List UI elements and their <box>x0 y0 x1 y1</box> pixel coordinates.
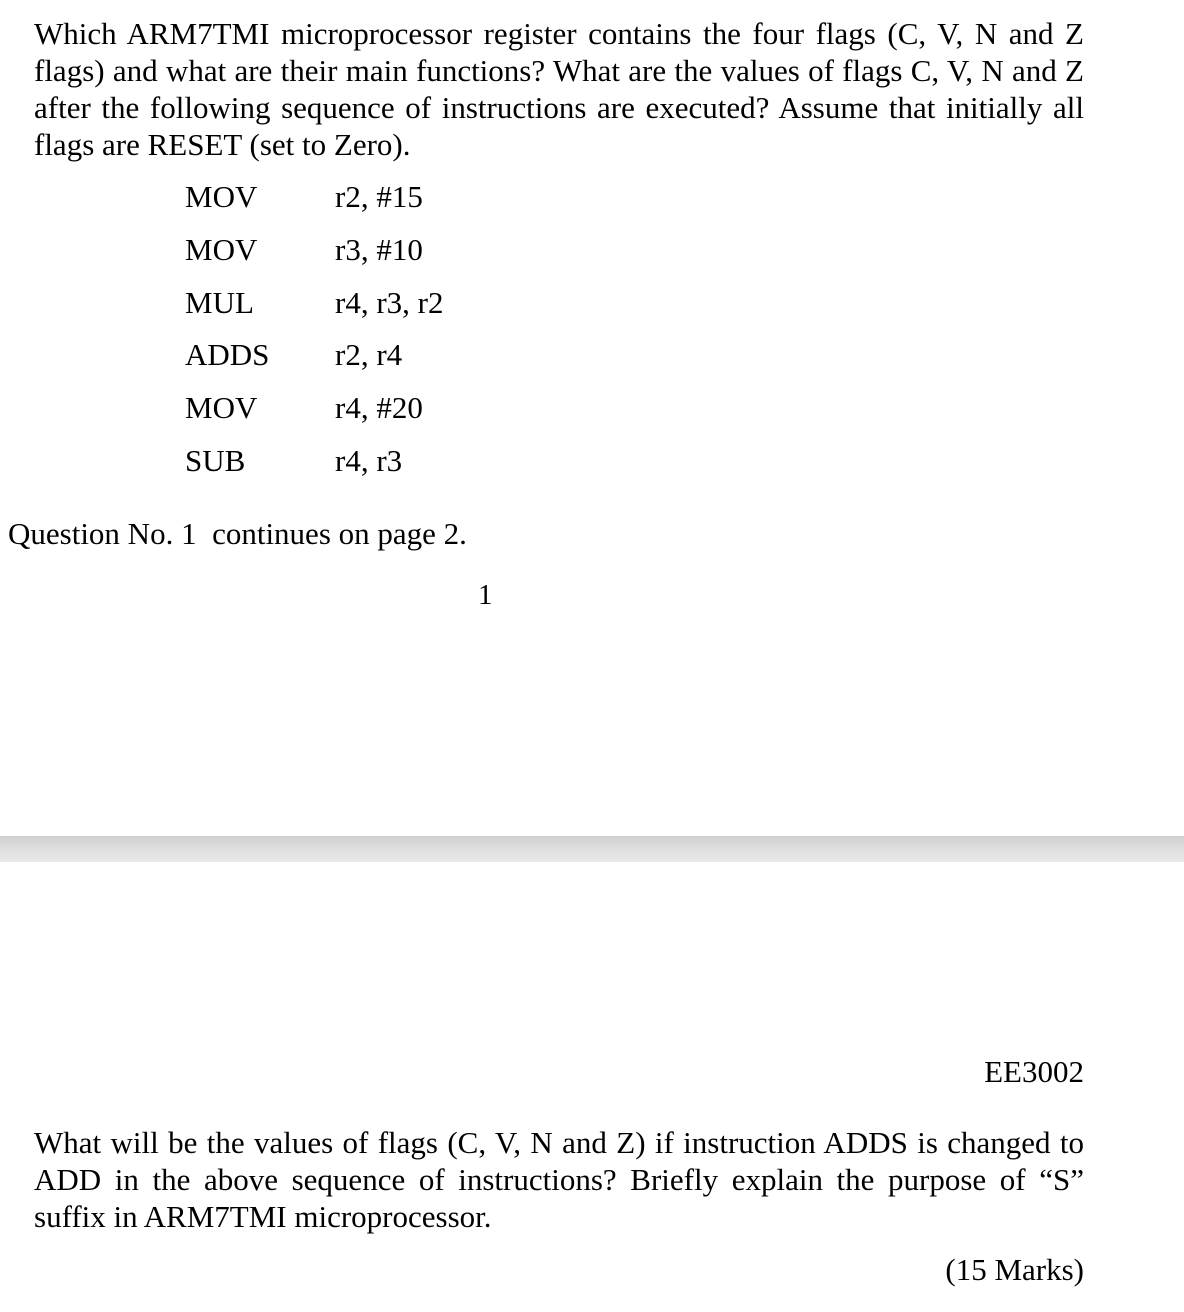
instruction-opcode: MOV <box>185 232 258 267</box>
followup-question-text: What will be the values of flags (C, V, N and Z) if instruction ADDS is changed to ADD in the above sequence of instructions? Briefly explain the purpose of “S” suffix in ARM7TMI microprocessor. <box>34 1125 1084 1234</box>
page-number: 1 <box>478 579 493 611</box>
instruction-operands: r2, r4 <box>335 337 403 372</box>
instruction-opcode: MOV <box>185 390 258 425</box>
instruction-opcode: SUB <box>185 443 246 478</box>
instruction-operands: r4, #20 <box>335 390 423 425</box>
instruction-operands: r4, r3 <box>335 443 403 478</box>
continues-note: Question No. 1 continues on page 2. <box>8 516 467 551</box>
instruction-operands: r3, #10 <box>335 232 423 267</box>
question-text: Which ARM7TMI microprocessor register contains the four flags (C, V, N and Z flags) and what are their main functions? What are the values of flags C, V, N and Z after the following sequence of instructions are executed? Assume that initially all flags are RESET (set to Zero). <box>34 16 1084 162</box>
instruction-opcode: MUL <box>185 285 254 320</box>
instruction-operands: r2, #15 <box>335 179 423 214</box>
course-code: EE3002 <box>984 1054 1084 1089</box>
instruction-opcode: ADDS <box>185 337 270 372</box>
instruction-operands: r4, r3, r2 <box>335 285 444 320</box>
page-separator <box>0 836 1184 862</box>
marks-label: (15 Marks) <box>945 1252 1084 1287</box>
instruction-opcode: MOV <box>185 179 258 214</box>
